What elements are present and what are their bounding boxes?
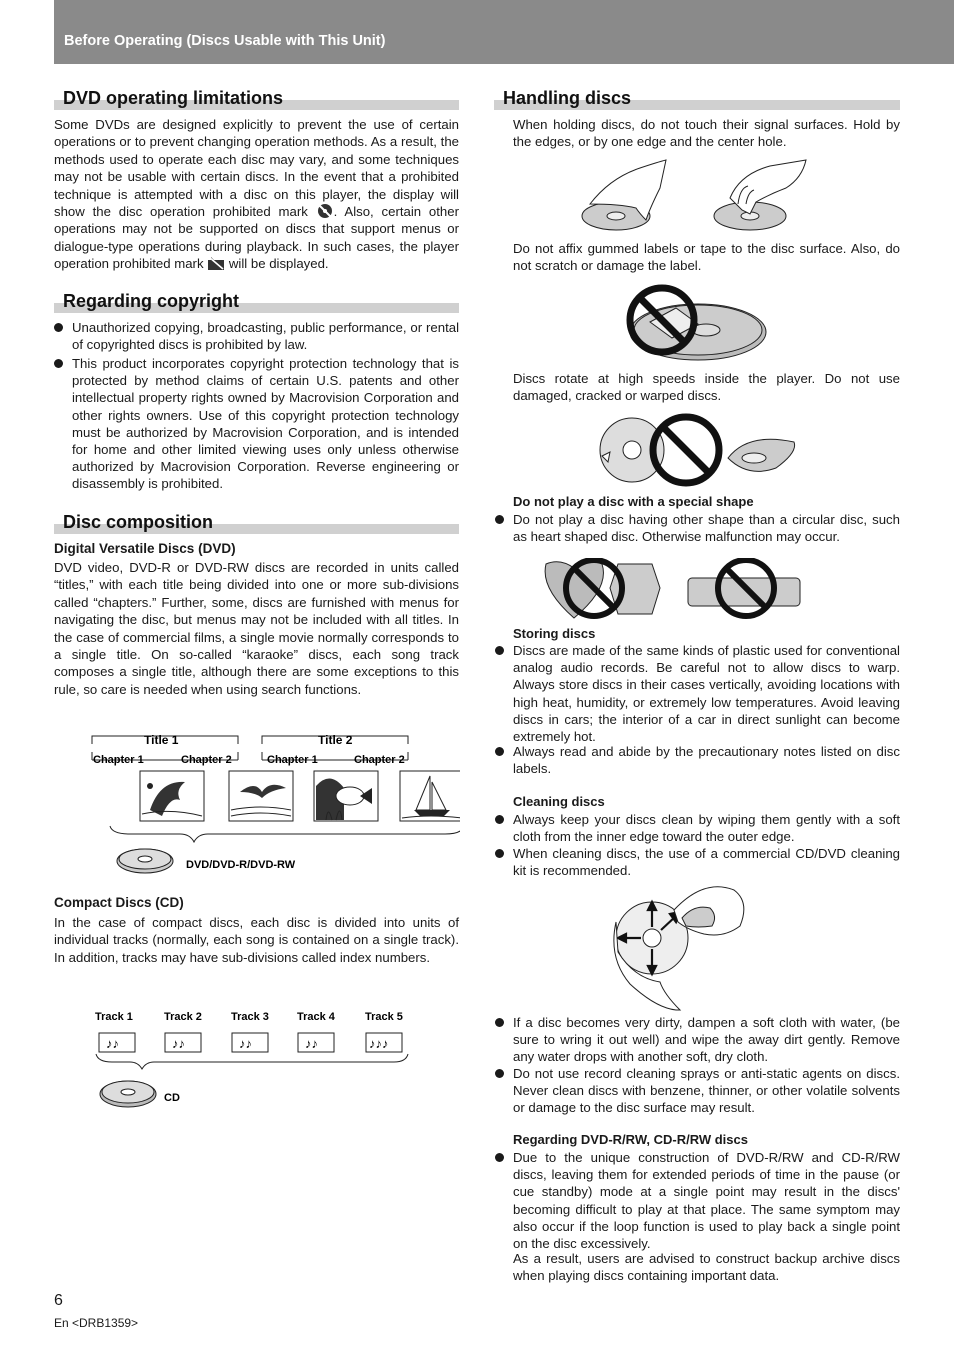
section-dvd-limitations-title: DVD operating limitations <box>54 92 459 110</box>
handling-text-2: Do not affix gummed labels or tape to the disc surface. Also, do not scratch or damage the label. <box>513 241 900 274</box>
storing-item: Always read and abide by the precautionary notes listed on disc labels. <box>513 743 900 777</box>
dvd-structure-diagram <box>90 730 460 880</box>
no-damaged-discs-illustration <box>598 412 800 490</box>
music-note-icon: ♪♪ <box>106 1036 119 1051</box>
disc-cleaning-illustration <box>604 882 750 1012</box>
page-number: 6 <box>54 1292 63 1309</box>
cleaning-title: Cleaning discs <box>513 794 605 809</box>
dvdr-item: Due to the unique construction of DVD-R/RW and CD-R/RW discs, leaving them for extended periods of time in the pause (or cue standby) mode at a single point may result in the discs' becoming difficult to play at that place. The same symptom may also occur if the loop function is used to play back a single point on the disc excessively. <box>513 1149 900 1252</box>
dvdr-item-continued: As a result, users are advised to construct backup archive discs when playing discs containing important data. <box>513 1251 900 1284</box>
chapter-label: Chapter 2 <box>181 754 232 766</box>
section-copyright-title: Regarding copyright <box>54 295 459 313</box>
track-label: Track 1 <box>95 1011 133 1023</box>
handling-text-1: When holding discs, do not touch their signal surfaces. Hold by the edges, or by one edge and the center hole. <box>513 117 900 150</box>
dvd-limitations-text: Some DVDs are designed explicitly to prevent the use of certain operations or to prevent changing operation methods. As a result, the methods used to operate each disc may vary, and some techniques may not be usable with certain discs. In the event that a prohibited technique is attempted with a disc on this player, the display will show the disc operation prohibited mark . Also, certain other operations may not be supported on discs that support menus or dialogue-type operations during playback. In such cases, the player operation prohibited mark will be displayed. <box>54 117 459 272</box>
music-note-icon: ♪♪ <box>172 1036 185 1051</box>
hand-holding-disc-illustration <box>580 158 820 234</box>
handling-text-3: Discs rotate at high speeds inside the player. Do not use damaged, cracked or warped discs. <box>513 371 900 404</box>
section-handling-title: Handling discs <box>494 92 900 110</box>
dvd-description: DVD video, DVD-R or DVD-RW discs are recorded in units called “titles,” with each title being divided into one or more sub-divisions called “chapters.” Further, some, discs are furnished with menus for navigating the disc, but menus may not be included with all titles. In the case of commercial films, a single movie normally corresponds to a single title. On so-called “karaoke” discs, each song track composes a single title, although there are some exceptions to this rule, so care is needed when using search functions. <box>54 560 459 697</box>
no-labels-illustration <box>626 284 768 364</box>
dvd-disc-label: DVD/DVD-R/DVD-RW <box>186 859 296 871</box>
music-note-icon: ♪♪ <box>305 1036 318 1051</box>
chapter-label: Chapter 1 <box>267 754 318 766</box>
cd-description: In the case of compact discs, each disc is divided into units of individual tracks (normally, each song is contained on a single track). In addition, tracks may have sub-divisions called index numbers. <box>54 915 459 965</box>
chapter-picture-sailboat <box>400 771 460 821</box>
title-1-label: Title 1 <box>144 733 179 747</box>
title-2-label: Title 2 <box>318 733 353 747</box>
dvd-subtitle: Digital Versatile Discs (DVD) <box>54 541 236 556</box>
player-prohibited-mark-icon <box>207 255 225 271</box>
header-title: Before Operating (Discs Usable with This Unit) <box>64 33 386 49</box>
disc-prohibited-mark-icon <box>316 203 334 219</box>
page-header <box>54 0 954 64</box>
cd-structure-diagram <box>94 1006 414 1114</box>
copyright-item: Unauthorized copying, broadcasting, public performance, or rental of copyrighted discs is prohibited by law. <box>72 319 459 353</box>
cd-disc-icon <box>100 1081 156 1107</box>
track-label: Track 3 <box>231 1011 269 1023</box>
special-shape-item: Do not play a disc having other shape than a circular disc, such as heart shaped disc. Otherwise malfunction may occur. <box>513 511 900 545</box>
special-shape-title: Do not play a disc with a special shape <box>513 494 754 509</box>
dirty-disc-item: If a disc becomes very dirty, dampen a soft cloth with water, (be sure to wring it out well) and wipe the away dirt gently. Remove any water drops with another soft, dry cloth. <box>513 1014 900 1066</box>
track-label: Track 4 <box>297 1011 335 1023</box>
cleaning-item: Always keep your discs clean by wiping them gently with a soft cloth from the inner edge toward the outer edge. <box>513 811 900 845</box>
cleaning-item: When cleaning discs, the use of a commercial CD/DVD cleaning kit is recommended. <box>513 845 900 879</box>
music-note-icon: ♪♪ <box>239 1036 252 1051</box>
chapter-label: Chapter 2 <box>354 754 405 766</box>
dirty-disc-item: Do not use record cleaning sprays or anti-static agents on discs. Never clean discs with benzene, thinner, or other volatile solvents or damage to the disc surface may result. <box>513 1065 900 1117</box>
track-label: Track 2 <box>164 1011 202 1023</box>
chapter-picture-dolphin <box>140 771 204 821</box>
chapter-picture-fish <box>314 771 378 821</box>
track-label: Track 5 <box>365 1011 403 1023</box>
cd-disc-label: CD <box>164 1092 180 1104</box>
storing-title: Storing discs <box>513 626 596 641</box>
dvd-disc-icon <box>117 849 173 873</box>
dvdr-title: Regarding DVD-R/RW, CD-R/RW discs <box>513 1132 748 1147</box>
chapter-label: Chapter 1 <box>93 754 144 766</box>
storing-item: Discs are made of the same kinds of plastic used for conventional analog audio records. Be careful not to allow discs to warp. Always store discs in their cases vertically, avoiding locations with high heat, humidity, or extremely low temperatures. Avoid leaving discs in cars; the interior of a car in direct sunlight can become extremely hot. <box>513 642 900 745</box>
cd-subtitle: Compact Discs (CD) <box>54 895 184 910</box>
section-disc-composition-title: Disc composition <box>54 516 459 534</box>
special-shape-discs-illustration <box>540 558 804 622</box>
chapter-picture-bird <box>229 771 293 821</box>
copyright-item: This product incorporates copyright protection technology that is protected by method claims of certain U.S. patents and other intellectual property rights owned by Macrovision Corporation and other rights owners. Use of this copyright protection technology must be authorized by Macrovision Corporation, and is intended for home and other limited viewing uses only unless otherwise authorized by Macrovision Corporation. Reverse engineering or disassembly is prohibited. <box>72 355 459 493</box>
document-code: En <DRB1359> <box>54 1316 139 1330</box>
music-note-icon: ♪♪♪ <box>369 1036 389 1051</box>
